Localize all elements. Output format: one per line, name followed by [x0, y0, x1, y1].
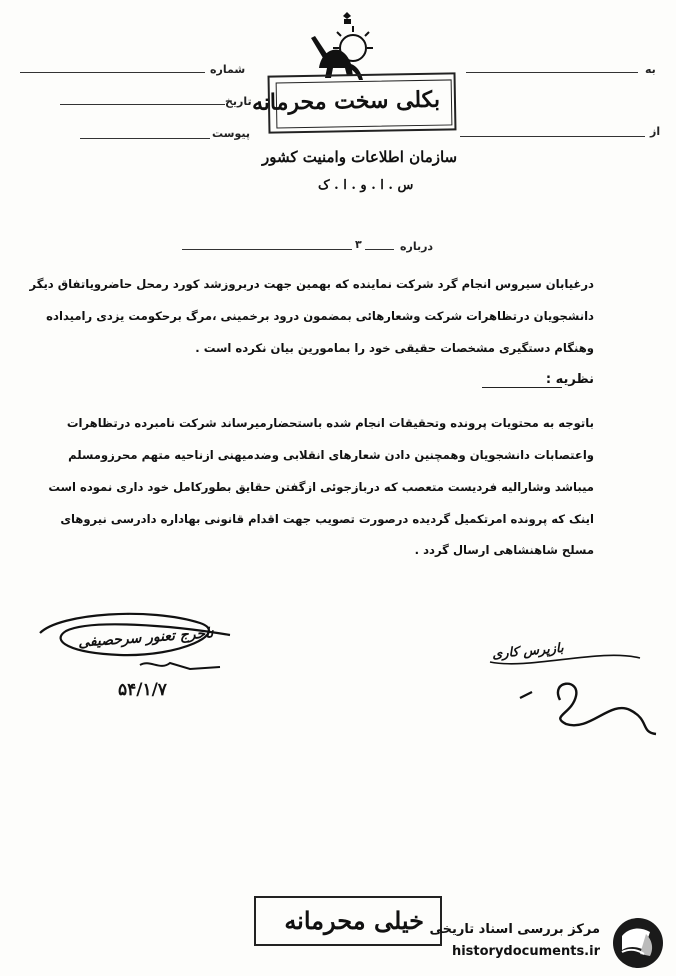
body-line-3: وهنگام دستگیری مشخصات حقیقی خود را بمامورین بیان نکرده است . — [195, 341, 594, 355]
top-secret-stamp-text: بکلی سخت محرمانه — [251, 86, 441, 116]
office-code: س . ا . و . ا . ک — [318, 178, 414, 193]
left-signature-date: ۵۴/۱/۷ — [118, 680, 167, 700]
watermark — [398, 914, 670, 972]
from-label: از — [650, 125, 661, 138]
left-signature-name: ناجرج تعنور سرحصیفی — [77, 625, 214, 651]
attachment-field-line — [80, 138, 210, 139]
body-line-2: دانشجویان درتظاهرات شرکت وشعارهائی بمضمون درود برخمینی ،مرگ برحکومت یزدی رامیداده — [46, 309, 594, 323]
to-label: به — [645, 63, 656, 76]
opinion-heading-underline — [482, 387, 562, 388]
archive-logo-icon — [610, 916, 666, 970]
top-secret-stamp — [251, 72, 457, 133]
right-signature-scribble-icon — [480, 640, 660, 740]
watermark-url: historydocuments.ir — [451, 944, 600, 959]
date-label: تاریخ — [225, 95, 252, 108]
attachment-label: پیوست — [212, 127, 250, 140]
body-line-1: درغیابان سیروس انجام گرد شرکت نماینده که بهمین جهت دربروزشد کورد رمحل حاضرویاتفاق دیگر — [29, 277, 594, 291]
opinion-heading: نظریه : — [545, 372, 594, 387]
secret-stamp-text: خیلی محرمانه — [284, 906, 424, 935]
watermark-title: مرکز بررسی اسناد تاریخی — [429, 922, 600, 937]
to-field-line — [466, 72, 638, 73]
from-field-line — [460, 136, 645, 137]
number-field-line — [20, 72, 205, 73]
date-field-line — [60, 104, 225, 105]
subject-value: ۳ — [352, 238, 365, 251]
body-line-4: باتوجه به محتویات پرونده وتحقیقات انجام شده باستحضارمیرساند شرکت نامبرده درتظاهرات — [66, 416, 594, 430]
subject-label: درباره — [400, 240, 434, 253]
body-line-6: میباشد وشارالیه فردیست متعصب که دربازجوئی ازگفتن حقایق بطورکامل خود داری نموده است — [48, 480, 594, 494]
organization-name: سازمان اطلاعات وامنیت کشور — [262, 148, 458, 166]
body-line-8: مسلح شاهنشاهی ارسال گردد . — [414, 543, 594, 557]
number-label: شماره — [210, 63, 246, 76]
body-line-7: اینک که پرونده امرتکمیل گردیده درصورت تصویب جهت اقدام قانونی بهاداره دادرسی نیروهای — [60, 512, 594, 526]
left-signature-scribble-icon — [30, 605, 260, 685]
right-signature-title: بازپرس کاری — [491, 640, 565, 663]
body-line-5: واعتصابات دانشجویان وهمچنین دادن شعارهای انقلابی وضدمیهنی ازناحیه متهم محرزومسلم — [68, 448, 594, 462]
